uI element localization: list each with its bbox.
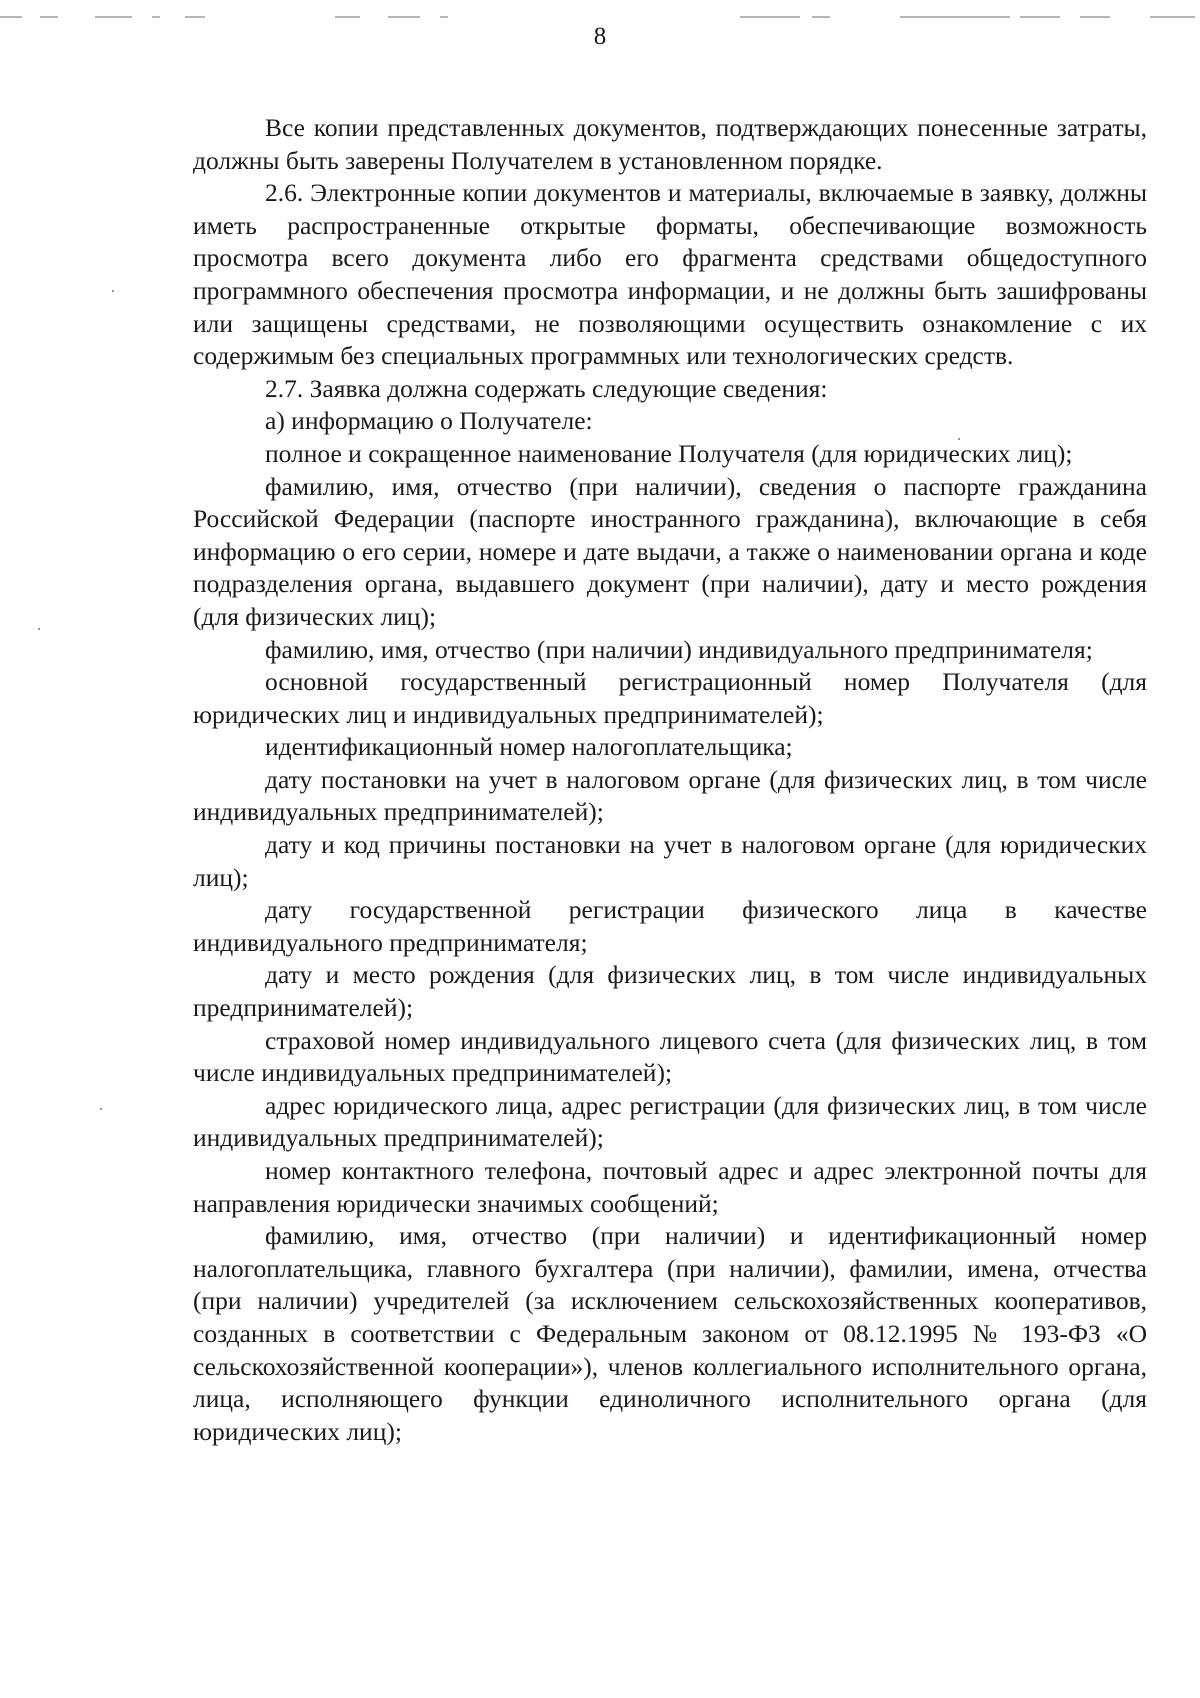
list-item-state-registration-date: дату государственной регистрации физического лица в качестве индивидуального предпринимателя; [193,895,1147,957]
list-item-full-name: полное и сокращенное наименование Получателя (для юридических лиц); [265,438,1073,468]
list-item-passport-details: фамилию, имя, отчество (при наличии), сведения о паспорте гражданина Российской Федерации (паспорте иностранного гражданина), включающие в себя информацию о его серии, номере и дате выдачи, а также о наименовании органа и коде подразделения органа, выдавшего документ (при наличии), дату и место рождения (для физических лиц); [193,471,1147,631]
list-item-birth-date-place: дату и место рождения (для физических лиц, в том числе индивидуальных предпринимателей); [193,960,1147,1023]
paragraph-copies-certification: Все копии представленных документов, подтверждающих понесенные затраты, должны быть заверены Получателем в установленном порядке. [193,113,1147,175]
list-item-address: адрес юридического лица, адрес регистрации (для физических лиц, в том числе индивидуальных предпринимателей); [193,1090,1147,1153]
paragraph-2-6-electronic-copies: 2.6. Электронные копии документов и материалы, включаемые в заявку, должны иметь распространенные открытые форматы, обеспечивающие возможность просмотра всего документа либо его фрагмента средствами общедоступного программного обеспечения просмотра информации, и не должны быть зашифрованы или защищены средствами, не позволяющими осуществить ознакомление с их содержимым без специальных программных или технологических средств. [193,178,1147,371]
list-item-snils: страховой номер индивидуального лицевого счета (для физических лиц, в том числе индивидуальных предпринимателей); [193,1025,1147,1088]
list-item-ogrn: основной государственный регистрационный номер Получателя (для юридических лиц и индивидуальных предпринимателей); [193,667,1147,729]
scan-speck [100,1108,102,1110]
list-item-contacts: номер контактного телефона, почтовый адрес и адрес электронной почты для направления юридически значимых сообщений; [193,1156,1147,1218]
page-number: 8 [593,23,607,50]
list-item-inn: идентификационный номер налогоплательщика; [265,732,793,762]
scan-speck [112,290,114,292]
list-item-tax-registration-code: дату и код причины постановки на учет в налоговом органе (для юридических лиц); [193,830,1147,892]
list-item-tax-registration-date: дату постановки на учет в налоговом органе (для физических лиц, в том числе индивидуальных предпринимателей); [193,764,1147,827]
list-item-entrepreneur-name: фамилию, имя, отчество (при наличии) индивидуального предпринимателя; [265,634,1093,664]
scan-edge-artifact [0,14,1200,22]
document-body [193,112,1147,1448]
list-item-founders-management: фамилию, имя, отчество (при наличии) и идентификационный номер налогоплательщика, главного бухгалтера (при наличии), фамилии, имена, отчества (при наличии) учредителей (за исключением сельскохозяйственных кооперативов, созданных в соответствии с Федеральным законом от 08.12.1995 № 193-ФЗ «О сельскохозяйственной кооперации»), членов коллегиального исполнительного органа, лица, исполняющего функции единоличного исполнительного органа (для юридических лиц); [193,1221,1147,1446]
paragraph-2-7-application-contents: 2.7. Заявка должна содержать следующие сведения: [265,373,828,403]
scan-speck [38,628,40,630]
paragraph-a-recipient-info: а) информацию о Получателе: [265,406,593,436]
